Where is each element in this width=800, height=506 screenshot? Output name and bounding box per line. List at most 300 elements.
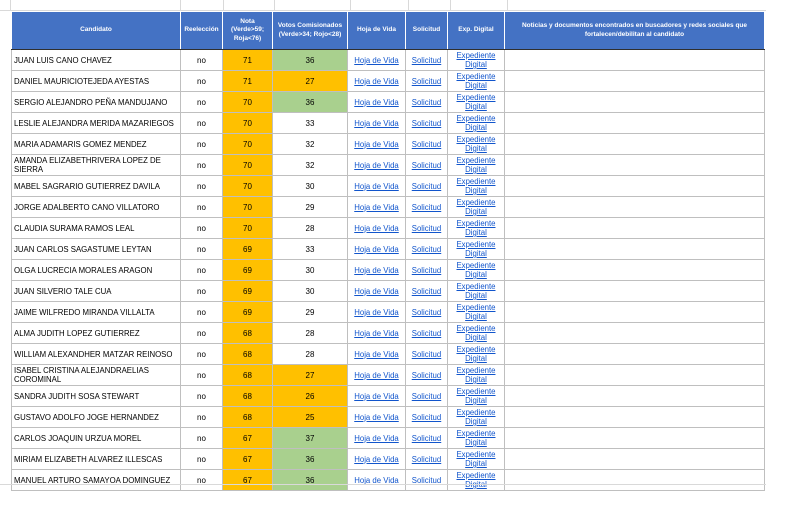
solicitud-link[interactable]: Solicitud (411, 286, 442, 296)
hoja-cell (348, 71, 406, 92)
table-row (12, 71, 765, 92)
col-header-reeleccion[interactable]: Reelección (181, 12, 223, 50)
expediente-link-line2: Digital (465, 81, 487, 90)
nota-cell[interactable]: 70 (223, 176, 273, 197)
hoja-de-vida-link[interactable]: Hoja de Vida (354, 139, 399, 149)
hoja-cell (348, 218, 406, 239)
candidate-name-cell[interactable]: MARIA ADAMARIS GOMEZ MENDEZ (12, 134, 181, 155)
votos-cell[interactable]: 37 (273, 428, 348, 449)
reeleccion-cell[interactable]: no (181, 344, 223, 365)
votos-cell[interactable]: 29 (273, 302, 348, 323)
expediente-link-line1: Expediente (456, 366, 496, 375)
nota-cell[interactable]: 70 (223, 113, 273, 134)
expediente-link-line1: Expediente (456, 282, 496, 291)
solicitud-link[interactable]: Solicitud (411, 223, 442, 233)
expediente-link-line2: Digital (465, 165, 487, 174)
hoja-de-vida-link[interactable]: Hoja de Vida (354, 349, 399, 359)
reeleccion-cell[interactable]: no (181, 134, 223, 155)
nota-cell[interactable]: 68 (223, 365, 273, 386)
hoja-de-vida-link[interactable]: Hoja de Vida (354, 307, 399, 317)
expediente-link-line2: Digital (465, 207, 487, 216)
nota-cell[interactable]: 71 (223, 71, 273, 92)
expediente-cell (448, 386, 505, 407)
solicitud-link[interactable]: Solicitud (411, 181, 442, 191)
table-body (12, 50, 765, 491)
votos-cell[interactable]: 26 (273, 386, 348, 407)
reeleccion-cell[interactable]: no (181, 281, 223, 302)
solicitud-link[interactable]: Solicitud (411, 370, 442, 380)
expediente-digital-link[interactable] (448, 156, 504, 174)
expediente-digital-link[interactable] (448, 345, 504, 363)
expediente-digital-link[interactable] (448, 408, 504, 426)
table-row (12, 197, 765, 218)
hoja-cell (348, 449, 406, 470)
table-row (12, 470, 765, 491)
expediente-link-line2: Digital (465, 60, 487, 69)
table-row (12, 302, 765, 323)
reeleccion-cell[interactable]: no (181, 239, 223, 260)
noticias-cell[interactable] (505, 302, 765, 323)
noticias-cell[interactable] (505, 239, 765, 260)
nota-cell[interactable]: 69 (223, 260, 273, 281)
expediente-link-line2: Digital (465, 438, 487, 447)
solicitud-cell (406, 239, 448, 260)
hoja-de-vida-link[interactable]: Hoja de Vida (354, 97, 399, 107)
solicitud-link[interactable]: Solicitud (411, 454, 442, 464)
expediente-link-line2: Digital (465, 459, 487, 468)
noticias-cell[interactable] (505, 449, 765, 470)
col-header-noticias[interactable]: Noticias y documentos encontrados en buscadores y redes sociales que fortalecen/debilitan al candidato (505, 12, 765, 50)
candidate-name-cell[interactable]: DANIEL MAURICIOTEJEDA AYESTAS (12, 71, 181, 92)
table-row (12, 113, 765, 134)
expediente-link-line1: Expediente (456, 93, 496, 102)
expediente-link-line2: Digital (465, 102, 487, 111)
expediente-link-line1: Expediente (456, 408, 496, 417)
expediente-digital-link[interactable] (448, 114, 504, 132)
expediente-digital-link[interactable] (448, 198, 504, 216)
table-row (12, 218, 765, 239)
expediente-cell (448, 239, 505, 260)
table-row (12, 344, 765, 365)
expediente-cell (448, 197, 505, 218)
votos-cell[interactable]: 36 (273, 449, 348, 470)
reeleccion-cell[interactable]: no (181, 323, 223, 344)
candidate-name-cell[interactable]: JUAN CARLOS SAGASTUME LEYTAN (12, 239, 181, 260)
solicitud-cell (406, 344, 448, 365)
candidate-name-cell[interactable]: JAIME WILFREDO MIRANDA VILLALTA (12, 302, 181, 323)
candidate-name-cell[interactable]: ISABEL CRISTINA ALEJANDRAELIAS COROMINAL (12, 365, 181, 386)
expediente-link-line2: Digital (465, 270, 487, 279)
hoja-cell (348, 281, 406, 302)
hoja-de-vida-link[interactable]: Hoja de Vida (354, 370, 399, 380)
hoja-de-vida-link[interactable]: Hoja de Vida (354, 118, 399, 128)
hoja-cell (348, 176, 406, 197)
expediente-cell (448, 134, 505, 155)
hoja-de-vida-link[interactable]: Hoja de Vida (354, 433, 399, 443)
table-row (12, 365, 765, 386)
solicitud-cell (406, 365, 448, 386)
expediente-cell (448, 470, 505, 491)
noticias-cell[interactable] (505, 365, 765, 386)
col-header-hoja[interactable]: Hoja de Vida (348, 12, 406, 50)
expediente-cell (448, 260, 505, 281)
hoja-de-vida-link[interactable]: Hoja de Vida (354, 412, 399, 422)
nota-cell[interactable]: 70 (223, 155, 273, 176)
hoja-de-vida-link[interactable]: Hoja de Vida (354, 265, 399, 275)
col-header-candidato[interactable]: Candidato (12, 12, 181, 50)
noticias-cell[interactable] (505, 176, 765, 197)
expediente-link-line1: Expediente (456, 219, 496, 228)
solicitud-cell (406, 50, 448, 71)
solicitud-cell (406, 176, 448, 197)
table-row (12, 260, 765, 281)
solicitud-cell (406, 302, 448, 323)
expediente-link-line1: Expediente (456, 303, 496, 312)
expediente-cell (448, 281, 505, 302)
candidates-table (11, 11, 765, 491)
expediente-link-line2: Digital (465, 333, 487, 342)
candidate-name-cell[interactable]: LESLIE ALEJANDRA MERIDA MAZARIEGOS (12, 113, 181, 134)
solicitud-link[interactable]: Solicitud (411, 391, 442, 401)
expediente-link-line1: Expediente (456, 471, 496, 480)
reeleccion-cell[interactable]: no (181, 449, 223, 470)
votos-cell[interactable]: 36 (273, 50, 348, 71)
hoja-cell (348, 113, 406, 134)
reeleccion-cell[interactable]: no (181, 470, 223, 491)
candidate-name-cell[interactable]: ALMA JUDITH LOPEZ GUTIERREZ (12, 323, 181, 344)
candidate-name-cell[interactable]: SANDRA JUDITH SOSA STEWART (12, 386, 181, 407)
candidate-name-cell[interactable]: JUAN LUIS CANO CHAVEZ (12, 50, 181, 71)
expediente-link-line1: Expediente (456, 261, 496, 270)
expediente-link-line1: Expediente (456, 198, 496, 207)
solicitud-link[interactable]: Solicitud (411, 475, 442, 485)
solicitud-cell (406, 155, 448, 176)
reeleccion-cell[interactable]: no (181, 71, 223, 92)
votos-cell[interactable]: 32 (273, 155, 348, 176)
hoja-cell (348, 386, 406, 407)
nota-cell[interactable]: 70 (223, 218, 273, 239)
votos-cell[interactable]: 25 (273, 407, 348, 428)
hoja-cell (348, 470, 406, 491)
noticias-cell[interactable] (505, 92, 765, 113)
expediente-digital-link[interactable] (448, 261, 504, 279)
col-header-votos[interactable]: Votos Comisionados (Verde>34; Rojo<28) (273, 12, 348, 50)
expediente-digital-link[interactable] (448, 429, 504, 447)
nota-cell[interactable]: 71 (223, 50, 273, 71)
noticias-cell[interactable] (505, 470, 765, 491)
expediente-link-line2: Digital (465, 354, 487, 363)
solicitud-cell (406, 449, 448, 470)
votos-cell[interactable]: 36 (273, 470, 348, 491)
nota-cell[interactable]: 68 (223, 407, 273, 428)
expediente-digital-link[interactable] (448, 282, 504, 300)
hoja-de-vida-link[interactable]: Hoja de Vida (354, 328, 399, 338)
candidate-name-cell[interactable]: OLGA LUCRECIA MORALES ARAGON (12, 260, 181, 281)
votos-cell[interactable]: 28 (273, 323, 348, 344)
solicitud-cell (406, 407, 448, 428)
expediente-link-line2: Digital (465, 228, 487, 237)
candidate-name-cell[interactable]: AMANDA ELIZABETHRIVERA LOPEZ DE SIERRA (12, 155, 181, 176)
expediente-cell (448, 176, 505, 197)
votos-cell[interactable]: 33 (273, 239, 348, 260)
votos-cell[interactable]: 28 (273, 344, 348, 365)
reeleccion-cell[interactable]: no (181, 428, 223, 449)
expediente-digital-link[interactable] (448, 72, 504, 90)
solicitud-cell (406, 92, 448, 113)
nota-cell[interactable]: 69 (223, 281, 273, 302)
expediente-digital-link[interactable] (448, 303, 504, 321)
solicitud-cell (406, 323, 448, 344)
solicitud-cell (406, 197, 448, 218)
noticias-cell[interactable] (505, 50, 765, 71)
noticias-cell[interactable] (505, 386, 765, 407)
solicitud-link[interactable]: Solicitud (411, 55, 442, 65)
expediente-link-line2: Digital (465, 144, 487, 153)
noticias-cell[interactable] (505, 134, 765, 155)
hoja-de-vida-link[interactable]: Hoja de Vida (354, 391, 399, 401)
noticias-cell[interactable] (505, 428, 765, 449)
hoja-cell (348, 134, 406, 155)
votos-cell[interactable]: 33 (273, 113, 348, 134)
votos-cell[interactable]: 36 (273, 92, 348, 113)
candidate-name-cell[interactable]: MABEL SAGRARIO GUTIERREZ DAVILA (12, 176, 181, 197)
candidate-name-cell[interactable]: WILLIAM ALEXANDHER MATZAR REINOSO (12, 344, 181, 365)
solicitud-link[interactable]: Solicitud (411, 76, 442, 86)
expediente-cell (448, 302, 505, 323)
hoja-de-vida-link[interactable]: Hoja de Vida (354, 286, 399, 296)
nota-cell[interactable]: 69 (223, 302, 273, 323)
expediente-link-line2: Digital (465, 291, 487, 300)
solicitud-cell (406, 134, 448, 155)
expediente-link-line1: Expediente (456, 324, 496, 333)
noticias-cell[interactable] (505, 197, 765, 218)
reeleccion-cell[interactable]: no (181, 155, 223, 176)
solicitud-link[interactable]: Solicitud (411, 412, 442, 422)
candidate-name-cell[interactable]: CARLOS JOAQUIN URZUA MOREL (12, 428, 181, 449)
solicitud-cell (406, 428, 448, 449)
votos-cell[interactable]: 32 (273, 134, 348, 155)
hoja-cell (348, 260, 406, 281)
hoja-cell (348, 92, 406, 113)
noticias-cell[interactable] (505, 218, 765, 239)
nota-cell[interactable]: 68 (223, 323, 273, 344)
expediente-digital-link[interactable] (448, 387, 504, 405)
nota-cell[interactable]: 67 (223, 449, 273, 470)
hoja-cell (348, 155, 406, 176)
expediente-digital-link[interactable] (448, 324, 504, 342)
expediente-digital-link[interactable] (448, 450, 504, 468)
header-row (12, 12, 765, 50)
reeleccion-cell[interactable]: no (181, 92, 223, 113)
candidate-name-cell[interactable]: MANUEL ARTURO SAMAYOA DOMINGUEZ (12, 470, 181, 491)
hoja-cell (348, 197, 406, 218)
solicitud-cell (406, 386, 448, 407)
candidate-name-cell[interactable]: GUSTAVO ADOLFO JOGE HERNANDEZ (12, 407, 181, 428)
candidate-name-cell[interactable]: JORGE ADALBERTO CANO VILLATORO (12, 197, 181, 218)
solicitud-cell (406, 470, 448, 491)
hoja-cell (348, 50, 406, 71)
expediente-link-line2: Digital (465, 312, 487, 321)
noticias-cell[interactable] (505, 71, 765, 92)
expediente-link-line1: Expediente (456, 387, 496, 396)
nota-cell[interactable]: 69 (223, 239, 273, 260)
noticias-cell[interactable] (505, 323, 765, 344)
solicitud-link[interactable]: Solicitud (411, 139, 442, 149)
hoja-de-vida-link[interactable]: Hoja de Vida (354, 244, 399, 254)
expediente-link-line2: Digital (465, 417, 487, 426)
reeleccion-cell[interactable]: no (181, 260, 223, 281)
expediente-cell (448, 113, 505, 134)
expediente-link-line1: Expediente (456, 240, 496, 249)
hoja-de-vida-link[interactable]: Hoja de Vida (354, 223, 399, 233)
candidate-name-cell[interactable]: SERGIO ALEJANDRO PEÑA MANDUJANO (12, 92, 181, 113)
expediente-link-line2: Digital (465, 396, 487, 405)
candidate-name-cell[interactable]: JUAN SILVERIO TALE CUA (12, 281, 181, 302)
solicitud-link[interactable]: Solicitud (411, 328, 442, 338)
noticias-cell[interactable] (505, 281, 765, 302)
table-row (12, 281, 765, 302)
reeleccion-cell[interactable]: no (181, 218, 223, 239)
table-row (12, 134, 765, 155)
reeleccion-cell[interactable]: no (181, 50, 223, 71)
nota-cell[interactable]: 68 (223, 344, 273, 365)
table-row (12, 386, 765, 407)
table-row (12, 92, 765, 113)
solicitud-cell (406, 281, 448, 302)
nota-cell[interactable]: 70 (223, 134, 273, 155)
hoja-cell (348, 428, 406, 449)
hoja-de-vida-link[interactable]: Hoja de Vida (354, 181, 399, 191)
solicitud-link[interactable]: Solicitud (411, 307, 442, 317)
table-row (12, 407, 765, 428)
expediente-digital-link[interactable] (448, 471, 504, 489)
expediente-cell (448, 50, 505, 71)
expediente-cell (448, 155, 505, 176)
hoja-cell (348, 365, 406, 386)
hoja-cell (348, 344, 406, 365)
expediente-cell (448, 218, 505, 239)
votos-cell[interactable]: 30 (273, 176, 348, 197)
hoja-de-vida-link[interactable]: Hoja de Vida (354, 76, 399, 86)
col-header-expediente[interactable]: Exp. Digital (448, 12, 505, 50)
hoja-de-vida-link[interactable]: Hoja de Vida (354, 160, 399, 170)
expediente-cell (448, 407, 505, 428)
solicitud-cell (406, 218, 448, 239)
solicitud-link[interactable]: Solicitud (411, 118, 442, 128)
noticias-cell[interactable] (505, 344, 765, 365)
table-row (12, 155, 765, 176)
reeleccion-cell[interactable]: no (181, 176, 223, 197)
expediente-cell (448, 323, 505, 344)
hoja-cell (348, 323, 406, 344)
reeleccion-cell[interactable]: no (181, 365, 223, 386)
table-row (12, 449, 765, 470)
votos-cell[interactable]: 30 (273, 281, 348, 302)
expediente-digital-link[interactable] (448, 219, 504, 237)
votos-cell[interactable]: 30 (273, 260, 348, 281)
reeleccion-cell[interactable]: no (181, 386, 223, 407)
expediente-digital-link[interactable] (448, 366, 504, 384)
nota-cell[interactable]: 70 (223, 197, 273, 218)
table-row (12, 50, 765, 71)
solicitud-link[interactable]: Solicitud (411, 244, 442, 254)
hoja-de-vida-link[interactable]: Hoja de Vida (354, 475, 399, 485)
nota-cell[interactable]: 67 (223, 428, 273, 449)
hoja-cell (348, 407, 406, 428)
reeleccion-cell[interactable]: no (181, 113, 223, 134)
expediente-link-line1: Expediente (456, 72, 496, 81)
expediente-cell (448, 449, 505, 470)
header-strip (0, 0, 766, 11)
expediente-digital-link[interactable] (448, 240, 504, 258)
solicitud-link[interactable]: Solicitud (411, 433, 442, 443)
hoja-de-vida-link[interactable]: Hoja de Vida (354, 55, 399, 65)
solicitud-cell (406, 113, 448, 134)
expediente-link-line1: Expediente (456, 114, 496, 123)
votos-cell[interactable]: 28 (273, 218, 348, 239)
solicitud-link[interactable]: Solicitud (411, 97, 442, 107)
candidate-name-cell[interactable]: MIRIAM ELIZABETH ALVAREZ ILLESCAS (12, 449, 181, 470)
expediente-link-line2: Digital (465, 123, 487, 132)
nota-cell[interactable]: 68 (223, 386, 273, 407)
table-row (12, 323, 765, 344)
hoja-de-vida-link[interactable]: Hoja de Vida (354, 202, 399, 212)
hoja-de-vida-link[interactable]: Hoja de Vida (354, 454, 399, 464)
votos-cell[interactable]: 29 (273, 197, 348, 218)
solicitud-link[interactable]: Solicitud (411, 202, 442, 212)
expediente-cell (448, 344, 505, 365)
solicitud-link[interactable]: Solicitud (411, 160, 442, 170)
expediente-digital-link[interactable] (448, 177, 504, 195)
expediente-link-line1: Expediente (456, 429, 496, 438)
noticias-cell[interactable] (505, 407, 765, 428)
expediente-cell (448, 428, 505, 449)
votos-cell[interactable]: 27 (273, 71, 348, 92)
solicitud-cell (406, 71, 448, 92)
expediente-link-line2: Digital (465, 249, 487, 258)
solicitud-link[interactable]: Solicitud (411, 349, 442, 359)
expediente-digital-link[interactable] (448, 93, 504, 111)
col-header-solicitud[interactable]: Solicitud (406, 12, 448, 50)
col-header-nota[interactable]: Nota (Verde>59; Roja<76) (223, 12, 273, 50)
expediente-link-line1: Expediente (456, 177, 496, 186)
votos-cell[interactable]: 27 (273, 365, 348, 386)
noticias-cell[interactable] (505, 260, 765, 281)
nota-cell[interactable]: 70 (223, 92, 273, 113)
expediente-cell (448, 92, 505, 113)
expediente-link-line2: Digital (465, 186, 487, 195)
candidate-name-cell[interactable]: CLAUDIA SURAMA RAMOS LEAL (12, 218, 181, 239)
expediente-link-line2: Digital (465, 375, 487, 384)
expediente-digital-link[interactable] (448, 135, 504, 153)
expediente-link-line1: Expediente (456, 450, 496, 459)
expediente-cell (448, 71, 505, 92)
reeleccion-cell[interactable]: no (181, 302, 223, 323)
reeleccion-cell[interactable]: no (181, 407, 223, 428)
solicitud-link[interactable]: Solicitud (411, 265, 442, 275)
table-row (12, 239, 765, 260)
nota-cell[interactable]: 67 (223, 470, 273, 491)
table-row (12, 428, 765, 449)
expediente-link-line1: Expediente (456, 51, 496, 60)
hoja-cell (348, 239, 406, 260)
hoja-cell (348, 302, 406, 323)
reeleccion-cell[interactable]: no (181, 197, 223, 218)
expediente-digital-link[interactable] (448, 51, 504, 69)
noticias-cell[interactable] (505, 113, 765, 134)
expediente-link-line1: Expediente (456, 345, 496, 354)
noticias-cell[interactable] (505, 155, 765, 176)
